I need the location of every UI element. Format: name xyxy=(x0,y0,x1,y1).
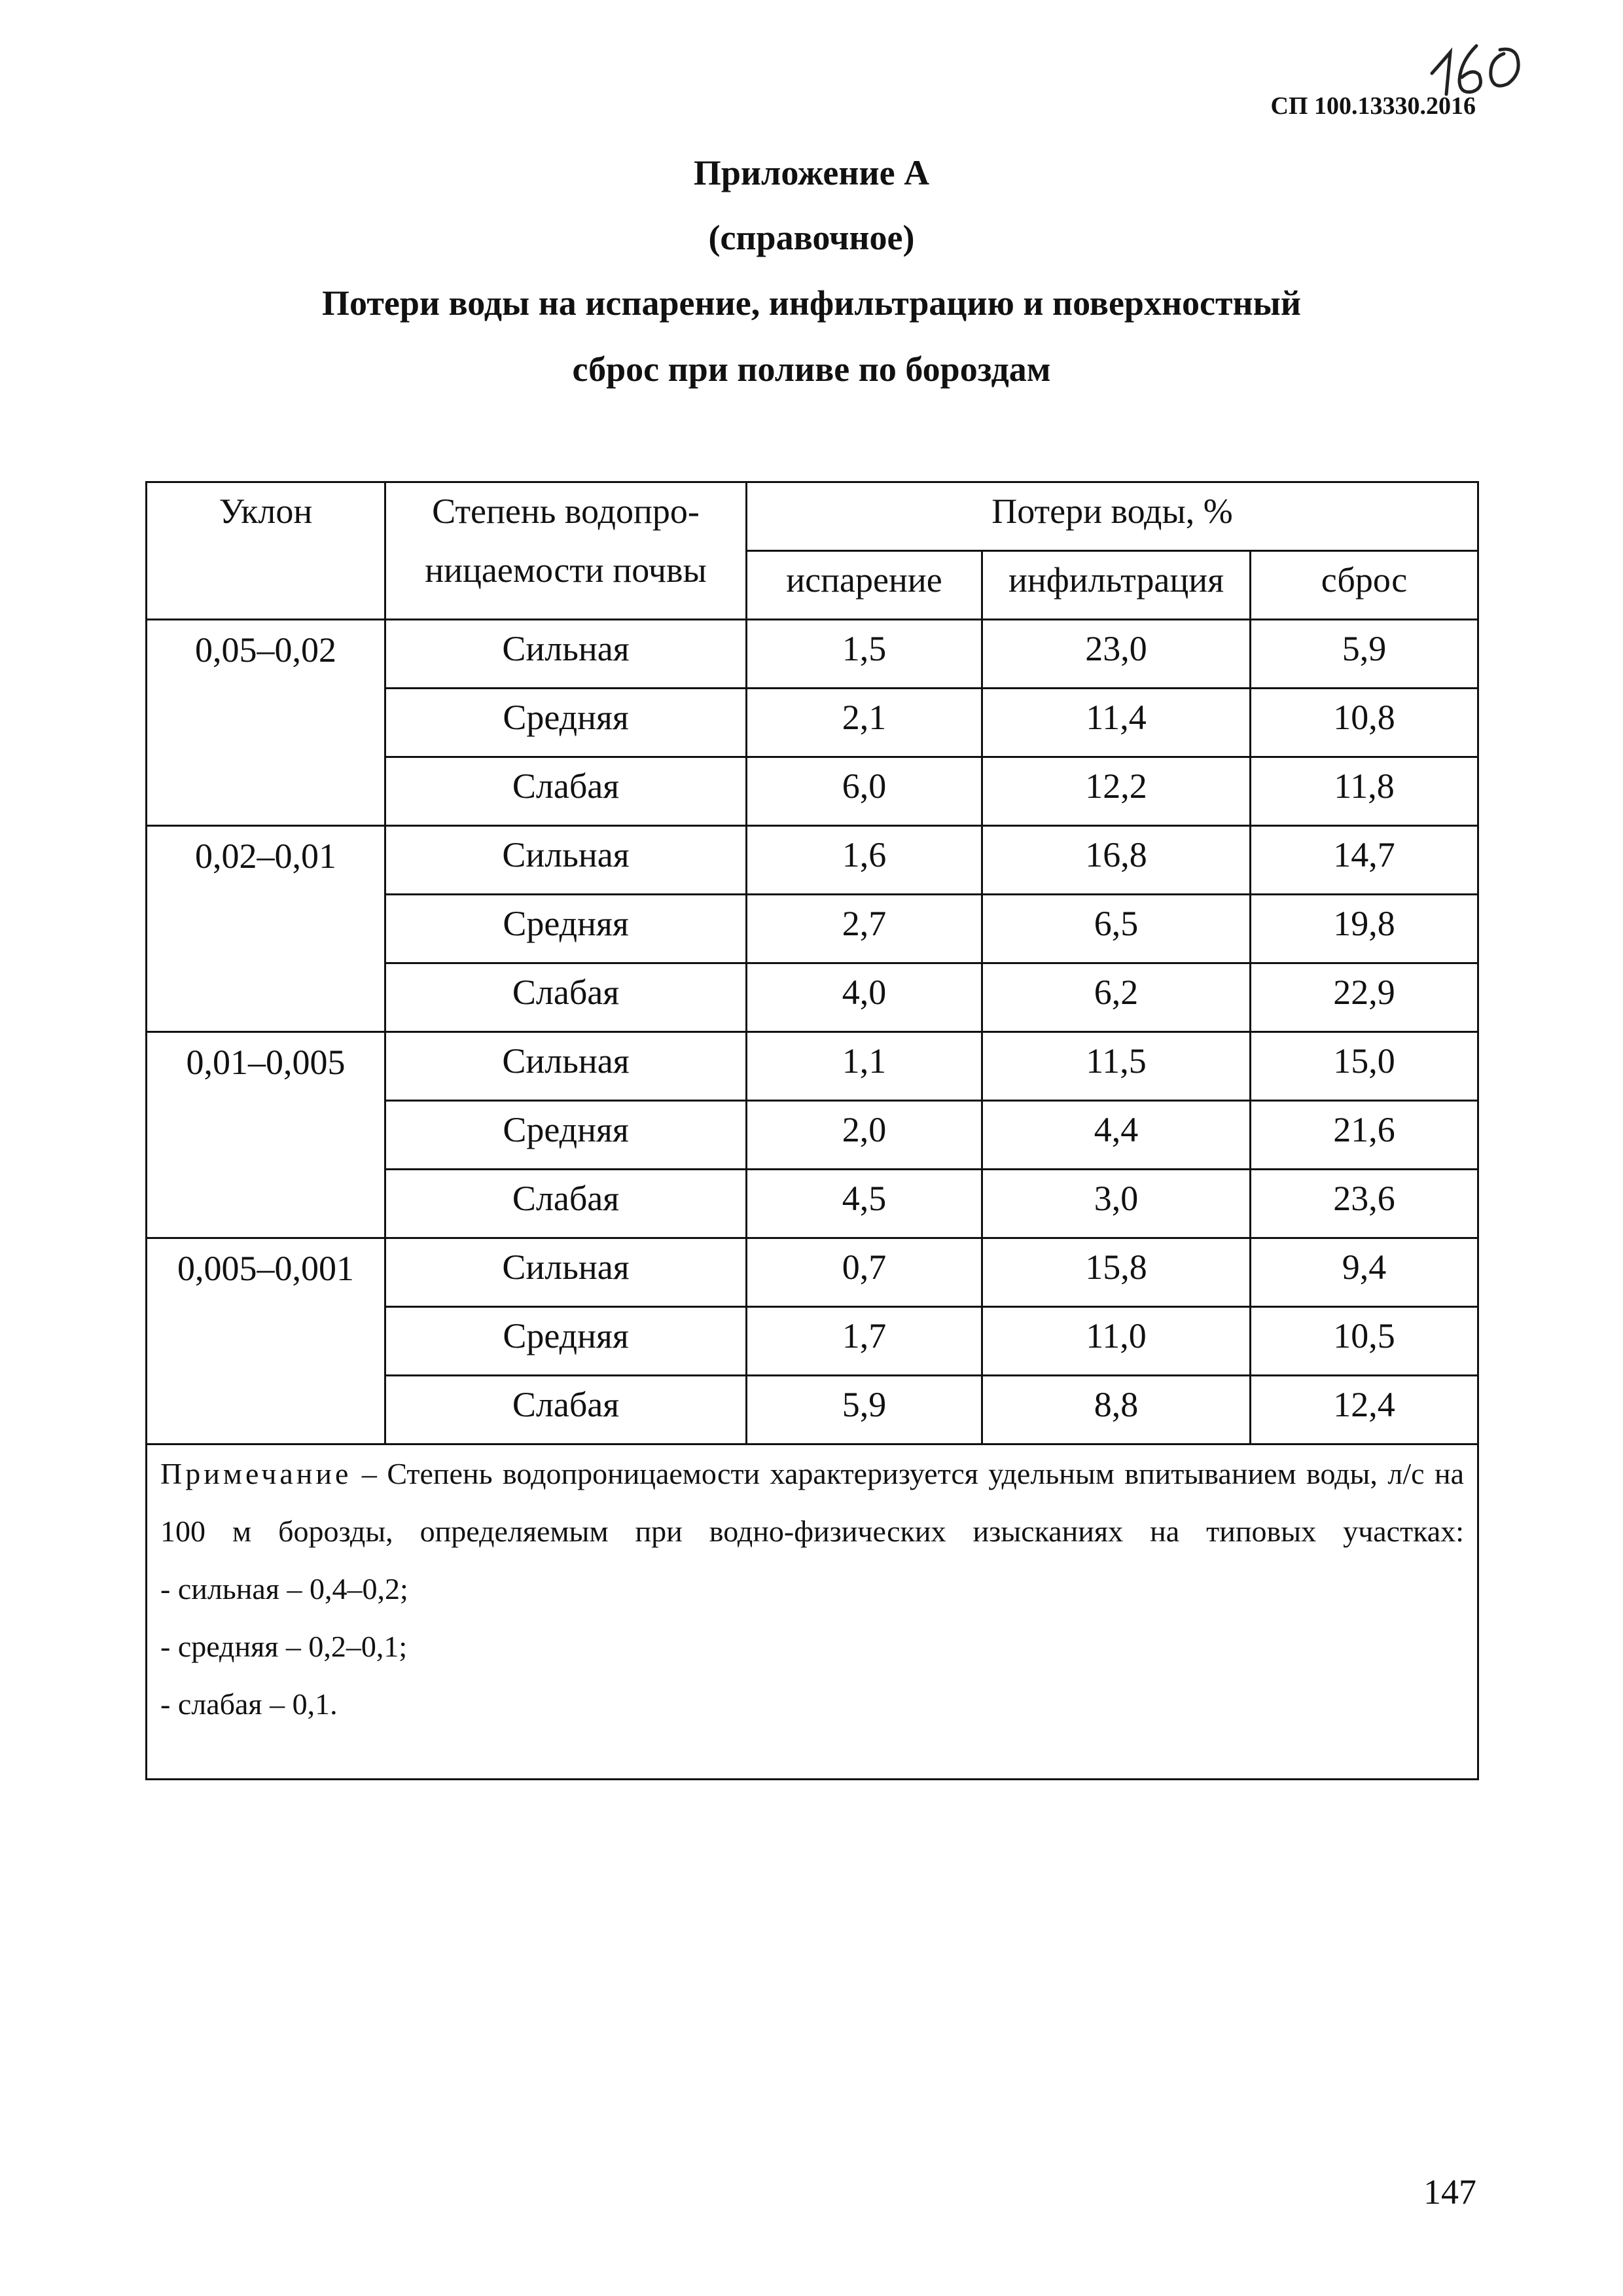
infiltration-cell: 15,8 xyxy=(982,1238,1251,1307)
evaporation-cell: 6,0 xyxy=(747,757,982,826)
header-slope: Уклон xyxy=(147,482,385,620)
slope-cell: 0,02–0,01 xyxy=(147,826,385,1032)
appendix-heading-line1: Потери воды на испарение, инфильтрацию и поверхностный xyxy=(322,283,1301,323)
evaporation-cell: 1,6 xyxy=(747,826,982,895)
header-row xyxy=(147,482,1478,551)
header-permeability-line1: Степень водопро- xyxy=(432,492,700,531)
runoff-cell: 23,6 xyxy=(1251,1170,1478,1238)
slope-cell: 0,05–0,02 xyxy=(147,620,385,826)
evaporation-cell: 0,7 xyxy=(747,1238,982,1307)
header-permeability xyxy=(385,482,747,620)
runoff-cell: 15,0 xyxy=(1251,1032,1478,1101)
evaporation-cell: 2,0 xyxy=(747,1101,982,1170)
runoff-cell: 22,9 xyxy=(1251,963,1478,1032)
evaporation-cell: 5,9 xyxy=(747,1376,982,1444)
appendix-title: Приложение А xyxy=(693,153,930,192)
permeability-cell: Сильная xyxy=(385,1238,747,1307)
evaporation-cell: 4,0 xyxy=(747,963,982,1032)
runoff-cell: 12,4 xyxy=(1251,1376,1478,1444)
handwritten-page-number xyxy=(1427,27,1531,99)
permeability-cell: Средняя xyxy=(385,1307,747,1376)
note-paragraph xyxy=(160,1445,1464,1560)
permeability-cell: Сильная xyxy=(385,826,747,895)
permeability-cell: Слабая xyxy=(385,1376,747,1444)
infiltration-cell: 11,5 xyxy=(982,1032,1251,1101)
water-losses-table xyxy=(145,481,1479,1780)
permeability-cell: Сильная xyxy=(385,620,747,689)
evaporation-cell: 2,1 xyxy=(747,689,982,757)
header-losses: Потери воды, % xyxy=(747,482,1478,551)
note-label: Примечание xyxy=(160,1457,352,1490)
runoff-cell: 11,8 xyxy=(1251,757,1478,826)
slope-cell: 0,005–0,001 xyxy=(147,1238,385,1444)
header-evaporation: испарение xyxy=(747,551,982,620)
note-text: – Степень водопроницаемости характеризуется удельным впитыванием воды, л/с на 100 м борозды, определяемым при водно-физических изысканиях на типовых участках: xyxy=(160,1457,1465,1548)
runoff-cell: 14,7 xyxy=(1251,826,1478,895)
infiltration-cell: 6,2 xyxy=(982,963,1251,1032)
evaporation-cell: 2,7 xyxy=(747,895,982,963)
note-item-weak: - слабая – 0,1. xyxy=(160,1687,338,1721)
permeability-cell: Средняя xyxy=(385,1101,747,1170)
permeability-cell: Слабая xyxy=(385,757,747,826)
evaporation-cell: 1,7 xyxy=(747,1307,982,1376)
infiltration-cell: 11,0 xyxy=(982,1307,1251,1376)
header-permeability-line2: ницаемости почвы xyxy=(425,550,707,590)
evaporation-cell: 4,5 xyxy=(747,1170,982,1238)
table-row xyxy=(147,826,1478,895)
infiltration-cell: 11,4 xyxy=(982,689,1251,757)
slope-cell: 0,01–0,005 xyxy=(147,1032,385,1238)
infiltration-cell: 6,5 xyxy=(982,895,1251,963)
permeability-cell: Средняя xyxy=(385,895,747,963)
runoff-cell: 21,6 xyxy=(1251,1101,1478,1170)
runoff-cell: 10,8 xyxy=(1251,689,1478,757)
runoff-cell: 9,4 xyxy=(1251,1238,1478,1307)
note-row xyxy=(147,1444,1478,1780)
runoff-cell: 19,8 xyxy=(1251,895,1478,963)
permeability-cell: Сильная xyxy=(385,1032,747,1101)
evaporation-cell: 1,5 xyxy=(747,620,982,689)
infiltration-cell: 12,2 xyxy=(982,757,1251,826)
runoff-cell: 10,5 xyxy=(1251,1307,1478,1376)
appendix-status: (справочное) xyxy=(708,218,915,257)
header-runoff: сброс xyxy=(1251,551,1478,620)
infiltration-cell: 8,8 xyxy=(982,1376,1251,1444)
permeability-cell: Слабая xyxy=(385,1170,747,1238)
document-code: СП 100.13330.2016 xyxy=(1270,92,1476,120)
table-row xyxy=(147,1032,1478,1101)
table-row xyxy=(147,1238,1478,1307)
note-item-strong: - сильная – 0,4–0,2; xyxy=(160,1572,408,1605)
runoff-cell: 5,9 xyxy=(1251,620,1478,689)
permeability-cell: Слабая xyxy=(385,963,747,1032)
infiltration-cell: 3,0 xyxy=(982,1170,1251,1238)
permeability-cell: Средняя xyxy=(385,689,747,757)
infiltration-cell: 23,0 xyxy=(982,620,1251,689)
table-note xyxy=(147,1444,1478,1780)
infiltration-cell: 4,4 xyxy=(982,1101,1251,1170)
page-number: 147 xyxy=(1423,2172,1476,2212)
infiltration-cell: 16,8 xyxy=(982,826,1251,895)
table-row xyxy=(147,620,1478,689)
appendix-heading-line2: сброс при поливе по бороздам xyxy=(572,350,1051,389)
header-infiltration: инфильтрация xyxy=(982,551,1251,620)
note-item-medium: - средняя – 0,2–0,1; xyxy=(160,1630,408,1663)
evaporation-cell: 1,1 xyxy=(747,1032,982,1101)
